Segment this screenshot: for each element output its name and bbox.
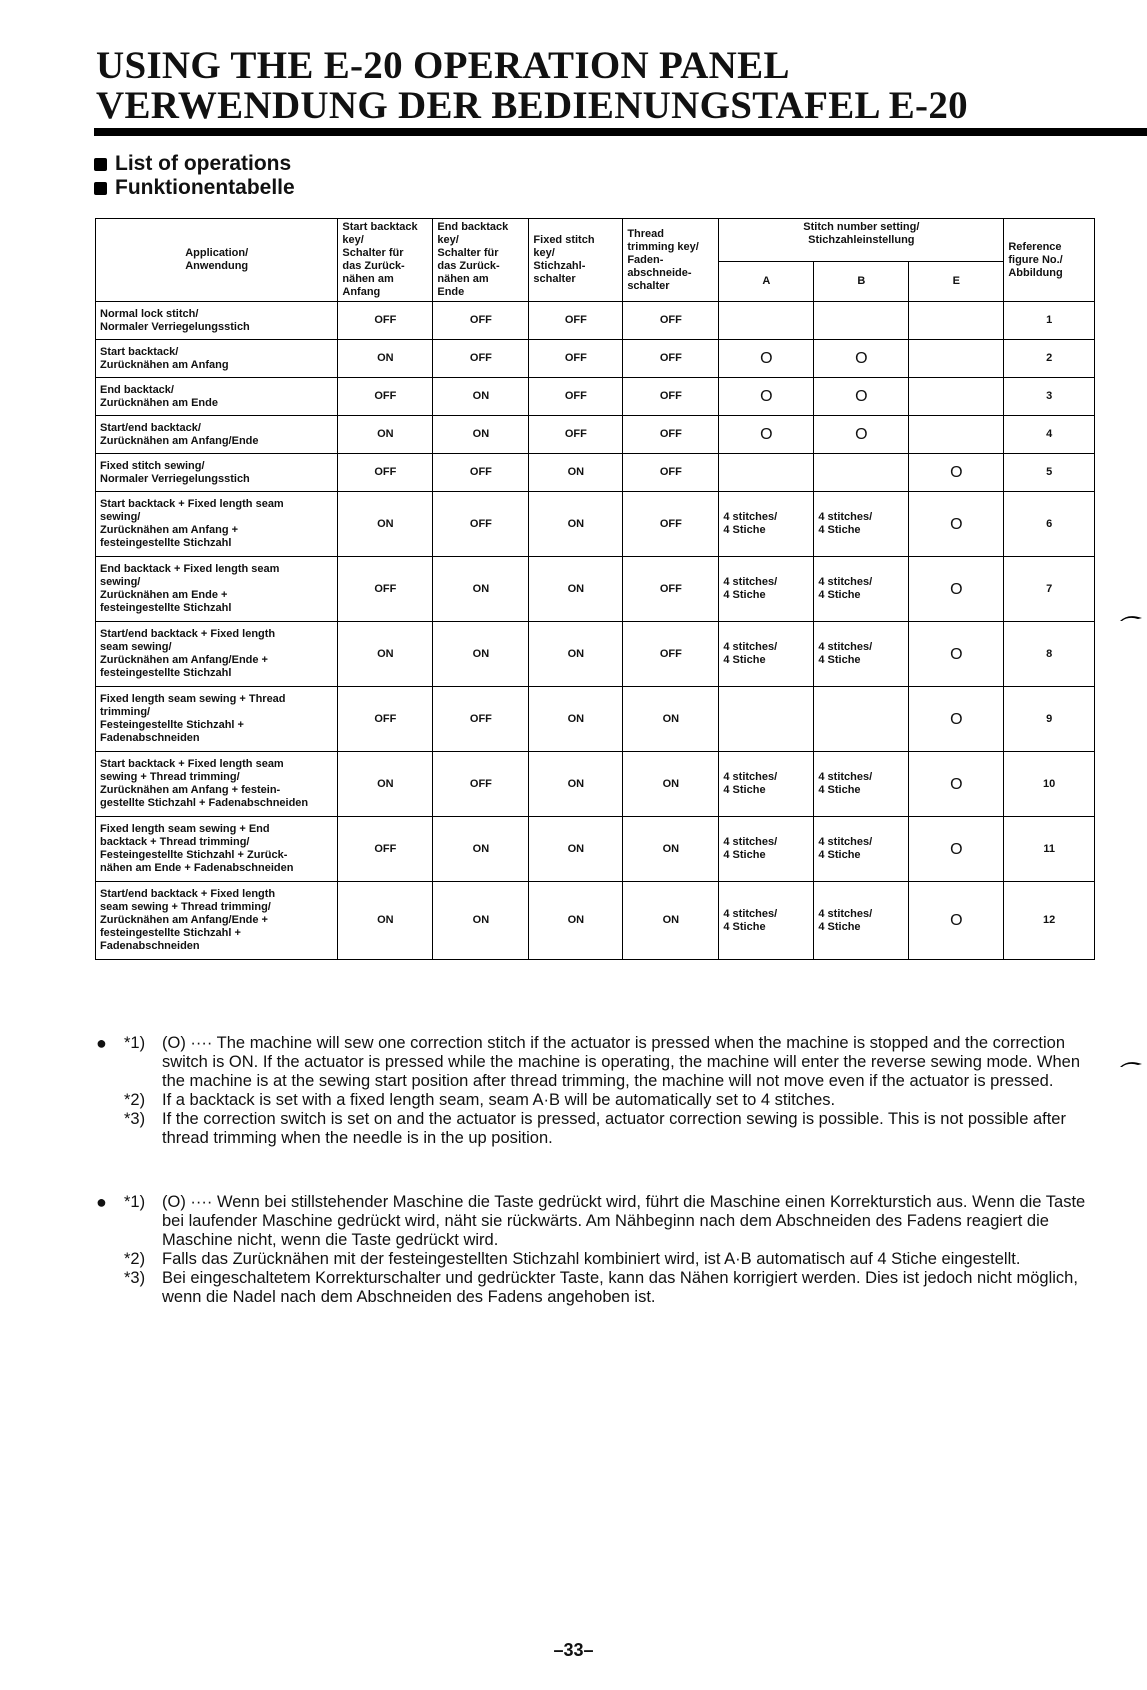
- cell-start: OFF: [338, 302, 433, 340]
- table-row: [96, 622, 1095, 687]
- cell-trim: OFF: [623, 622, 719, 687]
- cell-start: ON: [338, 340, 433, 378]
- cell-end: ON: [433, 882, 529, 960]
- square-bullet-icon: [94, 182, 107, 195]
- cell-b: [814, 454, 909, 492]
- cell-start: ON: [338, 622, 433, 687]
- cell-fixed: ON: [529, 752, 623, 817]
- cell-start: ON: [338, 882, 433, 960]
- cell-fixed: ON: [529, 492, 623, 557]
- cell-trim: ON: [623, 817, 719, 882]
- cell-fixed: ON: [529, 817, 623, 882]
- page-title: [96, 46, 1136, 126]
- cell-b: 4 stitches/ 4 Stiche: [814, 882, 909, 960]
- table-row: [96, 302, 1095, 340]
- cell-application: Normal lock stitch/ Normaler Verriegelungsstich: [96, 302, 338, 340]
- cell-b: 4 stitches/ 4 Stiche: [814, 817, 909, 882]
- cell-start: OFF: [338, 378, 433, 416]
- note-text: Falls das Zurücknähen mit der festeingestellten Stichzahl kombiniert wird, ist A·B automatisch auf 4 Stiche eingestellt.: [162, 1250, 1021, 1268]
- square-bullet-icon: [94, 158, 107, 171]
- cell-e: O: [909, 622, 1004, 687]
- cell-fixed: ON: [529, 557, 623, 622]
- cell-a: O: [719, 416, 814, 454]
- table-row: [96, 378, 1095, 416]
- table-row: [96, 882, 1095, 960]
- cell-start: OFF: [338, 454, 433, 492]
- note-number: *1): [124, 1034, 146, 1052]
- cell-b: O: [814, 340, 909, 378]
- cell-fixed: OFF: [529, 340, 623, 378]
- cell-trim: OFF: [623, 557, 719, 622]
- cell-ref: 9: [1004, 687, 1095, 752]
- cell-end: ON: [433, 416, 529, 454]
- note-item: [124, 1193, 1096, 1250]
- note-list: [124, 1034, 1096, 1148]
- note-item: [124, 1250, 1096, 1269]
- bullet-icon: ●: [96, 1192, 107, 1212]
- cell-a: O: [719, 378, 814, 416]
- header-application: Application/ Anwendung: [96, 219, 338, 302]
- cell-end: OFF: [433, 687, 529, 752]
- cell-trim: ON: [623, 687, 719, 752]
- cell-end: OFF: [433, 340, 529, 378]
- cell-e: [909, 378, 1004, 416]
- cell-end: ON: [433, 622, 529, 687]
- cell-end: OFF: [433, 454, 529, 492]
- table-row: [96, 817, 1095, 882]
- note-number: *3): [124, 1110, 146, 1128]
- cell-b: 4 stitches/ 4 Stiche: [814, 752, 909, 817]
- cell-application: Fixed stitch sewing/ Normaler Verriegelungsstich: [96, 454, 338, 492]
- section-heading-english-text: List of operations: [115, 152, 292, 175]
- note-list: [124, 1193, 1096, 1307]
- cell-application: End backtack/ Zurücknähen am Ende: [96, 378, 338, 416]
- cell-e: O: [909, 557, 1004, 622]
- cell-trim: ON: [623, 752, 719, 817]
- cell-application: Start/end backtack + Fixed length seam sewing + Thread trimming/ Zurücknähen am Anfang/Ende + festeingestellte Stichzahl + Fadenabschneiden: [96, 882, 338, 960]
- cell-a: 4 stitches/ 4 Stiche: [719, 882, 814, 960]
- cell-start: ON: [338, 752, 433, 817]
- cell-trim: OFF: [623, 416, 719, 454]
- cell-b: 4 stitches/ 4 Stiche: [814, 622, 909, 687]
- cell-e: O: [909, 752, 1004, 817]
- cell-b: 4 stitches/ 4 Stiche: [814, 557, 909, 622]
- cell-start: ON: [338, 492, 433, 557]
- cell-end: ON: [433, 817, 529, 882]
- note-text: If the correction switch is set on and the actuator is pressed, actuator correction sewing is possible. This is not possible after thread trimming when the needle is in the up position.: [162, 1110, 1066, 1147]
- cell-ref: 2: [1004, 340, 1095, 378]
- section-heading: [94, 152, 295, 200]
- cell-e: O: [909, 817, 1004, 882]
- cell-a: [719, 687, 814, 752]
- cell-ref: 1: [1004, 302, 1095, 340]
- cell-a: [719, 454, 814, 492]
- cell-ref: 8: [1004, 622, 1095, 687]
- title-rule: [94, 128, 1147, 136]
- note-text: Bei eingeschaltetem Korrekturschalter und gedrückter Taste, kann das Nähen korrigiert werden. Dies ist jedoch nicht möglich, wenn die Nadel nach dem Abschneiden des Fadens angehoben ist.: [162, 1269, 1078, 1306]
- note-number: *3): [124, 1269, 146, 1287]
- section-heading-german-text: Funktionentabelle: [115, 176, 295, 199]
- cell-ref: 7: [1004, 557, 1095, 622]
- cell-fixed: ON: [529, 622, 623, 687]
- section-heading-german: [94, 176, 295, 200]
- page-number: –33–: [553, 1640, 594, 1660]
- cell-a: [719, 302, 814, 340]
- cell-application: Start/end backtack + Fixed length seam sewing/ Zurücknähen am Anfang/Ende + festeingestellte Stichzahl: [96, 622, 338, 687]
- cell-start: ON: [338, 416, 433, 454]
- cell-ref: 6: [1004, 492, 1095, 557]
- cell-fixed: ON: [529, 687, 623, 752]
- note-item: [124, 1034, 1096, 1091]
- cell-fixed: OFF: [529, 416, 623, 454]
- cell-application: Start backtack + Fixed length seam sewing/ Zurücknähen am Anfang + festeingestellte Stichzahl: [96, 492, 338, 557]
- header-stitch-setting: Stitch number setting/ Stichzahleinstellung: [719, 219, 1004, 262]
- cell-trim: OFF: [623, 378, 719, 416]
- note-number: *2): [124, 1250, 146, 1268]
- cell-ref: 5: [1004, 454, 1095, 492]
- cell-e: O: [909, 454, 1004, 492]
- note-text: If a backtack is set with a fixed length seam, seam A·B will be automatically set to 4 stitches.: [162, 1091, 836, 1109]
- cell-e: [909, 302, 1004, 340]
- note-text: (O) ···· The machine will sew one correction stitch if the actuator is pressed when the machine is stopped and the correction switch is ON. If the actuator is pressed while the machine is operating, the machine will enter the reverse sewing mode. When the machine is at the sewing start position after thread trimming, the machine will not move even if the actuator is pressed.: [162, 1034, 1081, 1090]
- cell-end: ON: [433, 557, 529, 622]
- page-edge-mark: [1118, 612, 1144, 622]
- cell-start: OFF: [338, 817, 433, 882]
- title-german: VERWENDUNG DER BEDIENUNGSTAFEL E-20: [96, 84, 968, 127]
- cell-application: Fixed length seam sewing + End backtack + Thread trimming/ Festeingestellte Stichzahl + Zurück- nähen am Ende + Fadenabschneiden: [96, 817, 338, 882]
- cell-e: O: [909, 492, 1004, 557]
- note-number: *2): [124, 1091, 146, 1109]
- note-item: [124, 1269, 1096, 1307]
- cell-e: [909, 340, 1004, 378]
- table-row: [96, 752, 1095, 817]
- cell-b: [814, 687, 909, 752]
- cell-a: O: [719, 340, 814, 378]
- cell-ref: 12: [1004, 882, 1095, 960]
- header-thread-trimming: Thread trimming key/ Faden- abschneide- schalter: [623, 219, 719, 302]
- note-number: *1): [124, 1193, 146, 1211]
- cell-ref: 10: [1004, 752, 1095, 817]
- cell-fixed: OFF: [529, 378, 623, 416]
- cell-e: [909, 416, 1004, 454]
- cell-fixed: ON: [529, 454, 623, 492]
- header-start-backtack: Start backtack key/ Schalter für das Zurück- nähen am Anfang: [338, 219, 433, 302]
- cell-ref: 11: [1004, 817, 1095, 882]
- cell-b: 4 stitches/ 4 Stiche: [814, 492, 909, 557]
- cell-a: 4 stitches/ 4 Stiche: [719, 622, 814, 687]
- table-row: [96, 340, 1095, 378]
- cell-end: OFF: [433, 492, 529, 557]
- cell-ref: 4: [1004, 416, 1095, 454]
- cell-b: [814, 302, 909, 340]
- cell-ref: 3: [1004, 378, 1095, 416]
- cell-a: 4 stitches/ 4 Stiche: [719, 492, 814, 557]
- header-b: B: [814, 262, 909, 302]
- cell-fixed: OFF: [529, 302, 623, 340]
- table-row: [96, 492, 1095, 557]
- bullet-icon: ●: [96, 1033, 107, 1053]
- header-reference: Reference figure No./ Abbildung: [1004, 219, 1095, 302]
- cell-trim: OFF: [623, 492, 719, 557]
- note-item: [124, 1091, 1096, 1110]
- table-row: [96, 557, 1095, 622]
- cell-start: OFF: [338, 557, 433, 622]
- cell-trim: ON: [623, 882, 719, 960]
- cell-a: 4 stitches/ 4 Stiche: [719, 752, 814, 817]
- cell-application: Start backtack + Fixed length seam sewing + Thread trimming/ Zurücknähen am Anfang + festein- gestellte Stichzahl + Fadenabschneiden: [96, 752, 338, 817]
- note-block: [96, 1193, 1096, 1307]
- operations-table: [95, 218, 1095, 960]
- cell-trim: OFF: [623, 340, 719, 378]
- cell-start: OFF: [338, 687, 433, 752]
- notes-english: [96, 1034, 1096, 1148]
- cell-trim: OFF: [623, 454, 719, 492]
- cell-b: O: [814, 416, 909, 454]
- notes-german: [96, 1193, 1096, 1307]
- header-e: E: [909, 262, 1004, 302]
- table-row: [96, 687, 1095, 752]
- note-text: (O) ···· Wenn bei stillstehender Maschine die Taste gedrückt wird, führt die Maschine einen Korrekturstich aus. Wenn die Taste bei laufender Maschine gedrückt wird, näht sie rückwärts. Am Nähbeginn nach dem Abschneiden des Fadens reagiert die Maschine nicht, wenn die Taste gedrückt wird.: [162, 1193, 1086, 1249]
- table-row: [96, 454, 1095, 492]
- table-row: [96, 416, 1095, 454]
- cell-end: OFF: [433, 752, 529, 817]
- cell-application: Start backtack/ Zurücknähen am Anfang: [96, 340, 338, 378]
- cell-e: O: [909, 687, 1004, 752]
- cell-end: OFF: [433, 302, 529, 340]
- cell-application: Fixed length seam sewing + Thread trimming/ Festeingestellte Stichzahl + Fadenabschneiden: [96, 687, 338, 752]
- title-english: USING THE E-20 OPERATION PANEL: [96, 44, 790, 87]
- header-fixed-stitch: Fixed stitch key/ Stichzahl- schalter: [529, 219, 623, 302]
- note-block: [96, 1034, 1096, 1148]
- note-item: [124, 1110, 1096, 1148]
- section-heading-english: [94, 152, 295, 176]
- cell-trim: OFF: [623, 302, 719, 340]
- header-a: A: [719, 262, 814, 302]
- cell-a: 4 stitches/ 4 Stiche: [719, 557, 814, 622]
- page-edge-mark: [1118, 1058, 1144, 1068]
- header-end-backtack: End backtack key/ Schalter für das Zurück- nähen am Ende: [433, 219, 529, 302]
- cell-end: ON: [433, 378, 529, 416]
- cell-application: Start/end backtack/ Zurücknähen am Anfang/Ende: [96, 416, 338, 454]
- cell-e: O: [909, 882, 1004, 960]
- cell-application: End backtack + Fixed length seam sewing/ Zurücknähen am Ende + festeingestellte Stichzahl: [96, 557, 338, 622]
- cell-b: O: [814, 378, 909, 416]
- cell-fixed: ON: [529, 882, 623, 960]
- cell-a: 4 stitches/ 4 Stiche: [719, 817, 814, 882]
